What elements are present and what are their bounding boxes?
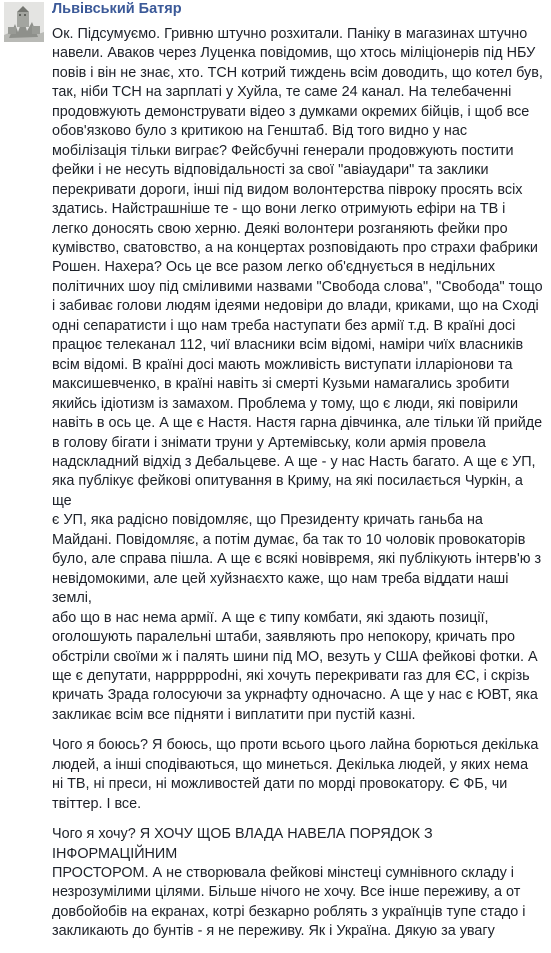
post-paragraph: Ок. Підсумуємо. Гривню штучно розхитали. Паніку в магазинах штучно навели. Аваков через Луценка повідомив, що хтось міліціонерів під НБУ повів і він не знає, хто. ТСН котрий тиждень всім доводить, що котел був, так, ніби ТСН на зарплаті у Хуйла, те саме 24 канал. На телебаченні продовжують демонструвати відео з думками окремих бійців, і щоб все обов'язково було з критикою на Генштаб. Від того видно у нас мобілізація тільки виграє? Фейсбучні генерали продовжують постити фейки і не несуть відповідальності за свої "авіаудари" та заклики перекривати дороги, інші під видом волонтерства півроку просять всіх здатись. Найстрашніше те - що вони легко отримують ефіри на ТВ і легко доносять свою херню. Деякі волонтери розганяють фейки про кумівство, сватовство, а на концертах розповідають про страхи фабрики Рошен. Нахера? Ось це все разом легко об'єднується в недільних політичних шоу під сміливими назвами "Свобода слова", "Свобода" тощо і забиває голови людям ідеями недовіри до влади, криками, що на Сході одні сепаратисти і що нам треба наступати без армії т.д. В країні досі працює телеканал 112, чиї власники всім відомі, наміри чиїх власників всім відомі. В країні досі мають можливість виступати ілларіонови та максишевченко, в країні навіть зі смерті Кузьми намагались зробити якийсь ідіотизм із замахом. Проблема у тому, що є люди, які повірили навіть в ось це. А ще є Настя. Настя гарна дівчинка, але тільки їй прийде в голову бігати і знімати труни у Артемівську, коли армія провела надскладний відхід з Дебальцеве. А ще - у нас Насть багато. А ще є УП, яка публікує фейкові опитування в Криму, на які посилається Чуркін, а ще є УП, яка радісно повідомляє, що Президенту кричать ганьба на Майдані. Повідомляє, а потім думає, ба так то 10 чоловік провокаторів було, але справа пішла. А ще є всякі новівремя, які публікують інтерв'ю з невідомокими, але цей хуйзнаєхто каже, що нам треба віддати наші землі, або що в нас нема армії. А ще є типу комбати, які здають позиції, оголошують паралельні штаби, заявляють про непокору, кричать про обстріли своїми ж і палять шини під МО, везуть у США фейкові фотки. А ще є депутати, нарррррodні, які хочуть перекривати газ для ЄС, і скрізь кричать Зрада голосуючи за укрнафту одночасно. А ще у нас є ЮВТ, яка закликає всім все підняти і виплатити при пустій казні. xyxy=(52,26,543,723)
post-paragraph: Чого я боюсь? Я боюсь, що проти всього цього лайна борються декілька людей, а інші сподіваються, що минеться. Декілька людей, у яких нема ні ТВ, ні преси, ні можливостей дати по морді провокатору. Є ФБ, чи твіттер. І все. xyxy=(52,737,539,812)
avatar-image xyxy=(4,2,44,42)
avatar[interactable] xyxy=(4,2,44,42)
post-paragraph: Чого я хочу? Я ХОЧУ ЩОБ ВЛАДА НАВЕЛА ПОРЯДОК З ІНФОРМАЦІЙНИМ ПРОСТОРОМ. А не створювала фейкові мінстеці сумнівного складу і незрозумілими цілями. Більше нічого не хочу. Все інше переживу, а от довбойобів на екранах, котрі безкарно роблять з українців тупе стадо і закликають до бунтів - я не переживу. Як і Україна. Дякую за увагу xyxy=(52,826,526,940)
post-author-name[interactable]: Львівський Батяр xyxy=(52,1,182,17)
post-body xyxy=(52,25,544,953)
